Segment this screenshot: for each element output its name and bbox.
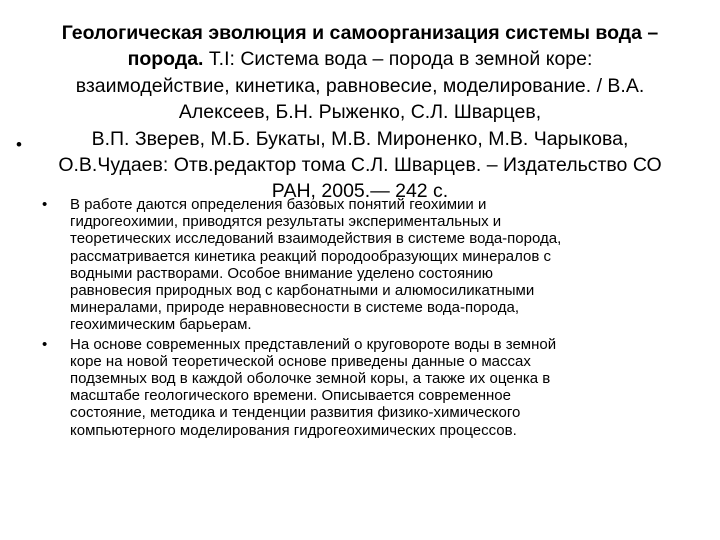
title-line: Алексеев, Б.Н. Рыженко, С.Л. Шварцев, bbox=[178, 101, 542, 124]
bullet-list bbox=[0, 196, 720, 441]
bullet-text-line: равновесия природных вод с карбонатными и алюмосиликатными bbox=[70, 282, 535, 300]
title-line-rest: Т.I: Система вода – порода в земной коре: bbox=[203, 48, 593, 71]
title-line: В.П. Зверев, М.Б. Букаты, М.В. Мироненко, М.В. Чарыкова, bbox=[91, 127, 629, 150]
title-line: РАН, 2005.— 242 с. bbox=[271, 180, 449, 203]
bullet-text-line: рассматривается кинетика реакций породообразующих минералов с bbox=[70, 247, 552, 265]
title-line bbox=[0, 46, 720, 72]
title-line: О.В.Чудаев: Отв.редактор тома С.Л. Шварцев. – Издательство СО bbox=[58, 154, 662, 177]
bullet-text-line: гидрогеохимии, приводятся результаты экспериментальных и bbox=[70, 213, 502, 231]
bullet-text-line: На основе современных представлений о круговороте воды в земной bbox=[70, 335, 557, 353]
bullet-item bbox=[0, 336, 720, 439]
bullet-text-line: состояние, методика и тенденции развития физико-химического bbox=[70, 404, 521, 422]
bullet-text-line: минералами, природе неравновесности в системе вода-порода, bbox=[70, 299, 520, 317]
bullet-text-line: компьютерного моделирования гидрогеохимических процессов. bbox=[70, 421, 517, 439]
title-bold-word: порода. bbox=[127, 48, 204, 71]
bullet-text-line: геохимическим барьерам. bbox=[70, 316, 252, 334]
bullet-item bbox=[0, 196, 720, 334]
title-line: взаимодействие, кинетика, равновесие, моделирование. / В.А. bbox=[75, 74, 645, 97]
title-line: Геологическая эволюция и самоорганизация системы вода – bbox=[61, 22, 659, 44]
bullet-text-line: коре на новой теоретической основе приведены данные о массах bbox=[70, 352, 531, 370]
bullet-text-line: водными растворами. Особое внимание уделено состоянию bbox=[70, 264, 494, 282]
bullet-text-line: В работе даются определения базовых понятий геохимии и bbox=[70, 196, 487, 213]
bullet-text-line: теоретических исследований взаимодействия в системе вода-порода, bbox=[70, 230, 562, 248]
title-bullet-icon: • bbox=[16, 135, 22, 154]
bullet-icon: • bbox=[42, 196, 48, 213]
slide-title bbox=[0, 20, 720, 205]
bullet-icon: • bbox=[42, 335, 48, 353]
bullet-text-line: подземных вод в каждой оболочке земной коры, а также их оценка в bbox=[70, 370, 551, 388]
bullet-text-line: масштабе геологического времени. Описывается современное bbox=[70, 387, 511, 405]
